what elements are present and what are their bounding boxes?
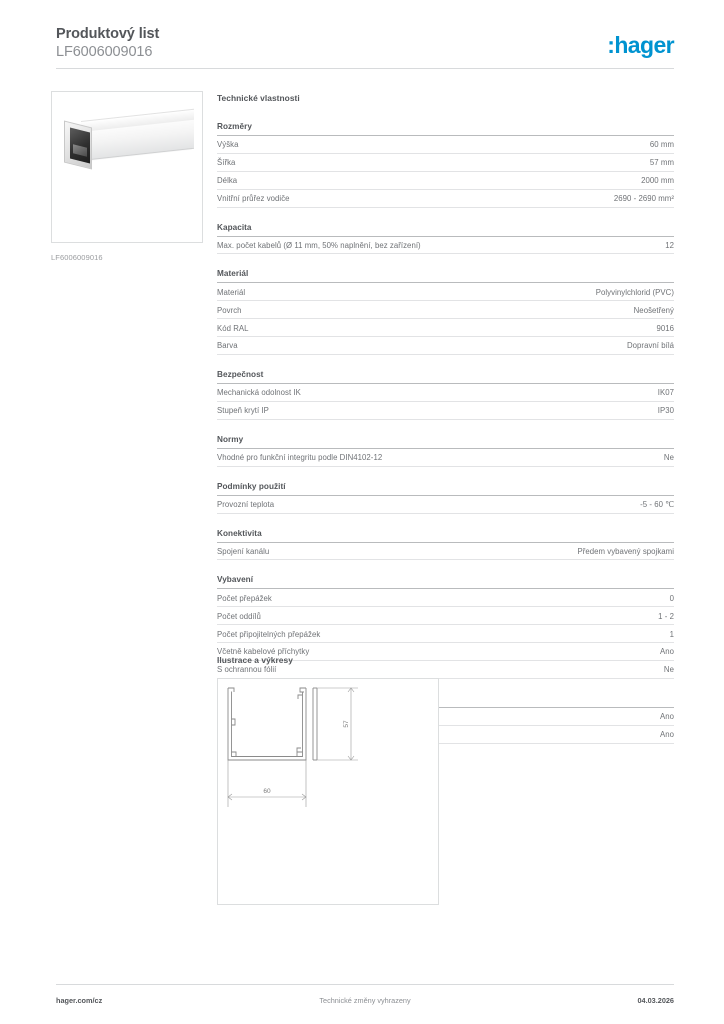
spec-row — [217, 301, 674, 319]
spec-label: Barva — [217, 341, 238, 351]
spec-row — [217, 496, 674, 514]
spec-value: Předem vybavený spojkami — [577, 546, 674, 556]
spec-label: Vhodné pro funkční integritu podle DIN4102-12 — [217, 453, 383, 463]
spec-group-heading: Rozměry — [217, 122, 674, 136]
spec-label: Provozní teplota — [217, 499, 275, 509]
spec-label: Počet přepážek — [217, 593, 272, 603]
spec-label: Max. počet kabelů (Ø 11 mm, 50% naplnění, bez zařízení) — [217, 240, 421, 250]
spec-group-heading: Podmínky použití — [217, 482, 674, 496]
header-divider — [56, 68, 674, 69]
spec-value: 9016 — [656, 323, 674, 333]
spec-group — [217, 529, 674, 561]
spec-value: Ano — [659, 647, 674, 657]
footer-divider — [56, 984, 674, 985]
drawings-section — [217, 655, 674, 905]
product-image-caption: LF6006009016 — [51, 253, 103, 262]
spec-label: Povrch — [217, 305, 242, 315]
footer-disclaimer: Technické změny vyhrazeny — [319, 996, 411, 1005]
spec-value: Polyvinylchlorid (PVC) — [595, 287, 674, 297]
spec-value: Dopravní bílá — [626, 341, 674, 351]
spec-label: Materiál — [217, 287, 246, 297]
spec-label: Stupeň krytí IP — [217, 406, 269, 416]
spec-row — [217, 543, 674, 561]
spec-row — [217, 449, 674, 467]
spec-row — [217, 607, 674, 625]
spec-group-heading: Materiál — [217, 269, 674, 283]
spec-row — [217, 154, 674, 172]
spec-value: Ne — [663, 665, 674, 675]
spec-row — [217, 384, 674, 402]
spec-row — [217, 237, 674, 255]
spec-label: Včetně kabelové příchytky — [217, 647, 310, 657]
spec-row — [217, 190, 674, 208]
spec-label: S ochrannou fólií — [217, 665, 277, 675]
dimension-width-label: 60 — [263, 788, 271, 795]
spec-group — [217, 223, 674, 255]
drawings-title: Ilustrace a výkresy — [217, 655, 293, 665]
footer-website[interactable]: hager.com/cz — [56, 996, 103, 1005]
spec-row — [217, 589, 674, 607]
spec-value: IP30 — [657, 406, 674, 416]
spec-value: 12 — [665, 240, 674, 250]
spec-row — [217, 625, 674, 643]
spec-label: Kód RAL — [217, 323, 249, 333]
spec-label: Délka — [217, 176, 238, 186]
spec-label: Spojení kanálu — [217, 546, 270, 556]
product-image — [51, 91, 203, 243]
technical-drawing — [217, 678, 439, 905]
spec-row — [217, 136, 674, 154]
spec-group-heading: Vybavení — [217, 575, 674, 589]
spec-label: Výška — [217, 140, 239, 150]
spec-value: 60 mm — [649, 140, 674, 150]
spec-value: 57 mm — [649, 158, 674, 168]
spec-value: Ano — [659, 712, 674, 722]
spec-label: Počet oddílů — [217, 611, 261, 621]
spec-value: 2690 - 2690 mm² — [613, 193, 674, 203]
page-footer — [56, 996, 674, 1010]
profile-cross-section-svg — [218, 679, 438, 904]
product-reference: LF6006009016 — [56, 44, 153, 60]
spec-group-heading: Normy — [217, 435, 674, 449]
spec-group-heading: Konektivita — [217, 529, 674, 543]
spec-value: -5 - 60 ℃ — [640, 499, 674, 509]
spec-row — [217, 337, 674, 355]
page-header — [56, 26, 674, 68]
spec-value: Ne — [663, 453, 674, 463]
hager-logo: :hager — [607, 32, 674, 58]
spec-group — [217, 435, 674, 467]
spec-label: Vnitřní průřez vodiče — [217, 193, 290, 203]
spec-label: Mechanická odolnost IK — [217, 388, 301, 398]
spec-value: 1 - 2 — [658, 611, 674, 621]
dimension-height-label: 57 — [343, 720, 350, 728]
spec-row — [217, 402, 674, 420]
spec-group-heading: Bezpečnost — [217, 370, 674, 384]
specifications-title: Technické vlastnosti — [217, 93, 300, 103]
spec-group — [217, 370, 674, 420]
spec-value: Ano — [659, 730, 674, 740]
spec-value: IK07 — [657, 388, 674, 398]
spec-value: 2000 mm — [641, 176, 674, 186]
spec-group-heading: Kapacita — [217, 223, 674, 237]
spec-label: Počet připojitelných přepážek — [217, 629, 321, 639]
spec-row — [217, 172, 674, 190]
page-title: Produktový list — [56, 26, 160, 42]
spec-value: 0 — [669, 593, 674, 603]
specification-groups — [217, 122, 674, 744]
spec-group — [217, 482, 674, 514]
product-figure — [51, 91, 203, 262]
spec-value: 1 — [669, 629, 674, 639]
cable-trunking-icon — [60, 116, 194, 178]
spec-group — [217, 269, 674, 355]
spec-value: Neošetřený — [633, 305, 674, 315]
spec-row — [217, 319, 674, 337]
spec-label: Šířka — [217, 158, 236, 168]
footer-date: 04.03.2026 — [637, 996, 674, 1005]
spec-group — [217, 122, 674, 208]
spec-row — [217, 283, 674, 301]
